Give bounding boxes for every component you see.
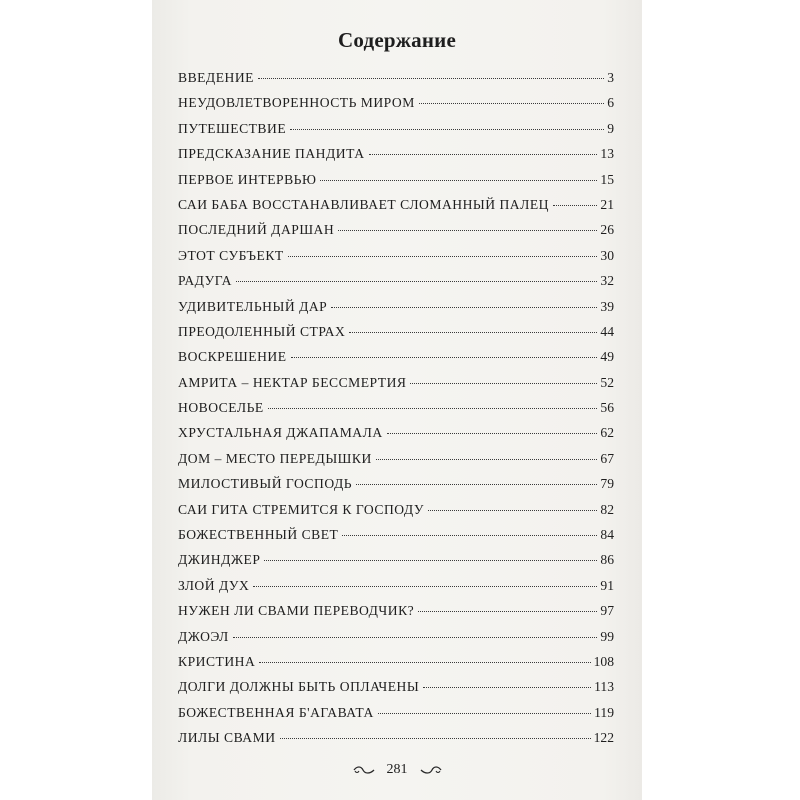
toc-entry xyxy=(178,629,614,654)
toc-entry-title: ПРЕДСКАЗАНИЕ ПАНДИТА xyxy=(178,146,365,162)
toc-entry-page: 84 xyxy=(600,527,614,543)
toc-entry-title: НУЖЕН ЛИ СВАМИ ПЕРЕВОДЧИК? xyxy=(178,603,415,619)
dot-leader xyxy=(553,205,597,206)
toc-entry-page: 9 xyxy=(607,120,614,136)
toc-entry-title: РАДУГА xyxy=(178,273,232,289)
dot-leader xyxy=(378,713,591,714)
toc-entry-title: БОЖЕСТВЕННАЯ Б'АГАВАТА xyxy=(178,704,374,720)
toc-entry-title: ДЖИНДЖЕР xyxy=(178,552,261,568)
toc-entry-title: ДОМ – МЕСТО ПЕРЕДЫШКИ xyxy=(178,450,372,466)
toc-entry-title: ВВЕДЕНИЕ xyxy=(178,70,254,85)
toc-entry-title: ЭТОТ СУБЪЕКТ xyxy=(178,247,284,263)
toc-entry xyxy=(178,451,614,476)
toc-entry-page: 52 xyxy=(600,374,614,390)
toc-entry xyxy=(178,248,614,273)
toc-entry-title: ПОСЛЕДНИЙ ДАРШАН xyxy=(178,222,335,238)
toc-entry xyxy=(178,146,614,171)
toc-entry xyxy=(178,400,614,425)
toc-entry xyxy=(178,603,614,628)
dot-leader xyxy=(376,459,598,460)
dot-leader xyxy=(338,230,597,231)
toc-entry-title: ПЕРВОЕ ИНТЕРВЬЮ xyxy=(178,171,317,187)
toc-entry-page: 30 xyxy=(600,247,614,263)
toc-entry-title: УДИВИТЕЛЬНЫЙ ДАР xyxy=(178,298,328,314)
toc-entry xyxy=(178,425,614,450)
toc-entry xyxy=(178,222,614,247)
dot-leader xyxy=(268,408,598,409)
toc-entry-title: БОЖЕСТВЕННЫЙ СВЕТ xyxy=(178,527,339,543)
dot-leader xyxy=(356,484,597,485)
dot-leader xyxy=(423,687,591,688)
dot-leader xyxy=(418,611,597,612)
toc-entry-page: 39 xyxy=(600,298,614,314)
toc-entry xyxy=(178,502,614,527)
dot-leader xyxy=(259,662,590,663)
dot-leader xyxy=(288,256,598,257)
toc-entry-page: 21 xyxy=(600,196,614,212)
toc-entry-page: 15 xyxy=(600,171,614,187)
toc-entry xyxy=(178,197,614,222)
dot-leader xyxy=(320,180,597,181)
toc-entry xyxy=(178,552,614,577)
page-number: 281 xyxy=(386,762,408,777)
toc-entry-page: 122 xyxy=(593,730,614,746)
dot-leader xyxy=(233,637,598,638)
toc-entry xyxy=(178,349,614,374)
toc-entry-page: 97 xyxy=(600,603,614,619)
toc-entry-page: 56 xyxy=(600,400,614,416)
toc-entry-page: 108 xyxy=(593,653,614,669)
toc-entry-page: 3 xyxy=(607,70,614,85)
left-flourish-icon xyxy=(353,765,375,775)
toc-entry-page: 82 xyxy=(600,501,614,517)
toc-entry xyxy=(178,95,614,120)
toc-entry-page: 6 xyxy=(607,95,614,111)
toc-entry-title: ПУТЕШЕСТВИЕ xyxy=(178,120,287,136)
dot-leader xyxy=(428,510,597,511)
dot-leader xyxy=(253,586,597,587)
toc-entry xyxy=(178,70,614,95)
dot-leader xyxy=(236,281,598,282)
toc-entry-page: 119 xyxy=(594,704,614,720)
toc-entry xyxy=(178,476,614,501)
toc-entry-title: МИЛОСТИВЫЙ ГОСПОДЬ xyxy=(178,476,353,492)
toc-entry-page: 26 xyxy=(600,222,614,238)
toc-entry-page: 99 xyxy=(600,628,614,644)
dot-leader xyxy=(258,78,604,79)
toc-entry xyxy=(178,299,614,324)
toc-entry-title: ДОЛГИ ДОЛЖНЫ БЫТЬ ОПЛАЧЕНЫ xyxy=(178,679,420,695)
toc-entry xyxy=(178,121,614,146)
dot-leader xyxy=(387,433,598,434)
dot-leader xyxy=(291,357,598,358)
dot-leader xyxy=(264,560,597,561)
toc-entry-title: САИ БАБА ВОССТАНАВЛИВАЕТ СЛОМАННЫЙ ПАЛЕЦ xyxy=(178,196,549,212)
toc-entry-title: АМРИТА – НЕКТАР БЕССМЕРТИЯ xyxy=(178,374,407,390)
toc-entry xyxy=(178,324,614,349)
dot-leader xyxy=(280,738,591,739)
toc-entry-title: КРИСТИНА xyxy=(178,653,256,669)
dot-leader xyxy=(410,383,597,384)
toc-entry-page: 62 xyxy=(600,425,614,441)
toc-entry xyxy=(178,654,614,679)
toc-entry-title: ПРЕОДОЛЕННЫЙ СТРАХ xyxy=(178,323,346,339)
toc-entry-title: САИ ГИТА СТРЕМИТСЯ К ГОСПОДУ xyxy=(178,501,424,517)
toc-entry-page: 32 xyxy=(600,273,614,289)
toc-entry xyxy=(178,375,614,400)
toc-entry xyxy=(178,273,614,298)
toc-entry xyxy=(178,679,614,704)
dot-leader xyxy=(349,332,597,333)
dot-leader xyxy=(419,103,604,104)
toc-entry xyxy=(178,730,614,755)
toc-entry-title: НОВОСЕЛЬЕ xyxy=(178,400,264,416)
dot-leader xyxy=(290,129,604,130)
toc-entry-page: 91 xyxy=(600,577,614,593)
toc-entry-page: 113 xyxy=(594,679,614,695)
toc-entry-title: ЛИЛЫ СВАМИ xyxy=(178,730,276,746)
toc-entry-page: 79 xyxy=(600,476,614,492)
toc-entry-title: ХРУСТАЛЬНАЯ ДЖАПАМАЛА xyxy=(178,425,383,441)
toc-entry-page: 44 xyxy=(600,323,614,339)
toc-entry-title: ЗЛОЙ ДУХ xyxy=(178,577,250,593)
table-of-contents xyxy=(178,70,614,756)
dot-leader xyxy=(342,535,597,536)
toc-entry xyxy=(178,578,614,603)
toc-entry-page: 67 xyxy=(600,450,614,466)
page-title: Содержание xyxy=(338,28,456,52)
page-footer xyxy=(152,762,642,778)
toc-entry-title: ВОСКРЕШЕНИЕ xyxy=(178,349,287,365)
toc-entry-title: ДЖОЭЛ xyxy=(178,628,229,644)
right-flourish-icon xyxy=(420,765,442,775)
toc-entry-page: 13 xyxy=(600,146,614,162)
dot-leader xyxy=(369,154,598,155)
toc-entry xyxy=(178,705,614,730)
dot-leader xyxy=(331,307,597,308)
toc-entry-page: 49 xyxy=(600,349,614,365)
toc-entry-title: НЕУДОВЛЕТВОРЕННОСТЬ МИРОМ xyxy=(178,95,415,111)
toc-entry-page: 86 xyxy=(600,552,614,568)
book-page xyxy=(152,0,642,800)
toc-entry xyxy=(178,172,614,197)
toc-entry xyxy=(178,527,614,552)
